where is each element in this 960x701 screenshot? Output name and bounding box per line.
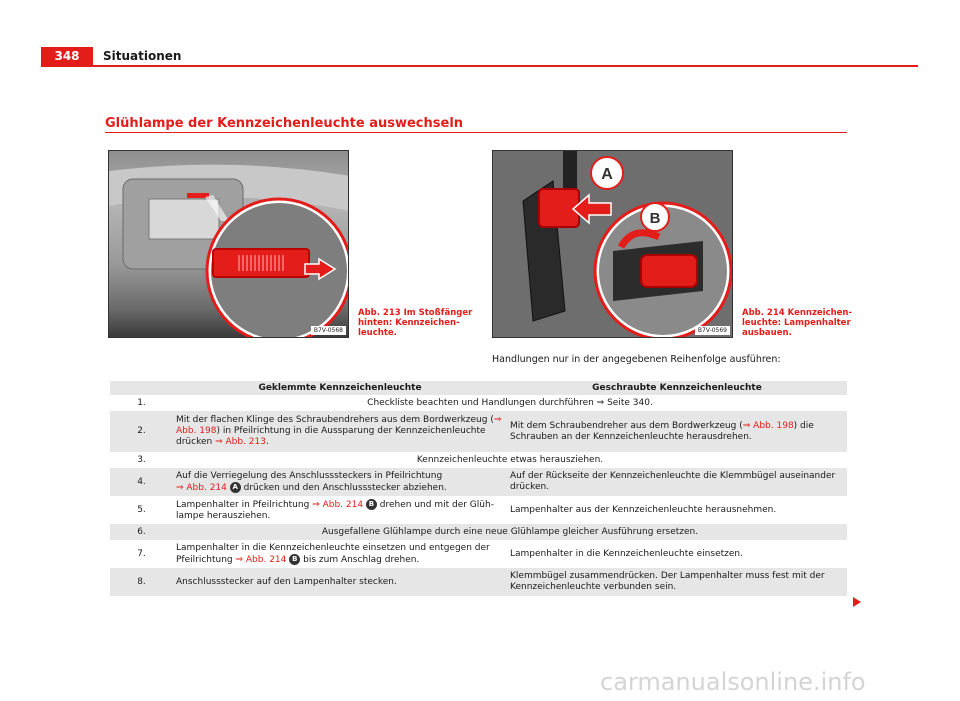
table-row	[110, 411, 847, 452]
column-header-screwed: Geschraubte Kennzeichenleuchte	[592, 382, 762, 393]
figure-link[interactable]: ⇒ Abb. 214	[235, 554, 287, 565]
step-number: 4.	[137, 476, 146, 487]
step-number: 6.	[137, 526, 146, 537]
table-header-row	[110, 381, 847, 395]
instruction-text: Handlungen nur in der angegebenen Reihenfolge ausführen:	[492, 354, 781, 365]
figure-code: B7V-0569	[695, 326, 730, 335]
step-number: 8.	[137, 576, 146, 587]
step-text-screwed: Lampenhalter aus der Kennzeichenleuchte herausnehmen.	[510, 504, 777, 515]
step-text-clipped: Mit der flachen Klinge des Schraubendrehers aus dem Bordwerkzeug (⇒ Abb. 198) in Pfeilrichtung in die Aussparung der Kennzeichenleuchte drücken ⇒ Abb. 213.	[176, 415, 502, 447]
step-text-clipped: Anschlussstecker auf den Lampenhalter stecken.	[176, 576, 397, 587]
figure-213-caption: Abb. 213 Im Stoßfänger hinten: Kennzeichenleuchte.	[358, 308, 473, 338]
step-text-screwed: Auf der Rückseite der Kennzeichenleuchte die Klemmbügel auseinander drücken.	[510, 471, 836, 492]
figure-213-image	[108, 150, 349, 338]
bumper-license-light-illustration	[109, 151, 349, 338]
figure-link[interactable]: ⇒ Abb. 214	[312, 499, 364, 510]
step-text: Ausgefallene Glühlampe durch eine neue Glühlampe gleicher Ausführung ersetzen.	[321, 526, 699, 537]
step-text-clipped: Auf die Verriegelung des Anschlusssteckers in Pfeilrichtung ⇒ Abb. 214 A drücken und den Anschlussstecker abziehen.	[176, 470, 447, 493]
section-divider	[105, 132, 847, 133]
step-text: Checkliste beachten und Handlungen durchführen ⇒ Seite 340.	[367, 397, 653, 408]
figure-link[interactable]: ⇒ Abb. 198	[742, 420, 794, 431]
figure-code: B7V-0568	[311, 326, 346, 335]
figure-link[interactable]: ⇒ Abb. 214	[176, 482, 227, 493]
callout-b: B	[649, 210, 661, 227]
callout-a-badge: A	[230, 482, 241, 493]
watermark: carmanualsonline.info	[600, 668, 866, 696]
table-row	[110, 468, 847, 496]
callout-a: A	[601, 166, 613, 183]
figure-214-caption: Abb. 214 Kennzeichenleuchte: Lampenhalter ausbauen.	[742, 308, 853, 338]
step-text-screwed: Lampenhalter in die Kennzeichenleuchte einsetzen.	[510, 548, 743, 559]
step-number: 7.	[137, 548, 146, 559]
arrow-right-icon[interactable]	[852, 596, 862, 608]
step-text-screwed: Mit dem Schraubendreher aus dem Bordwerkzeug (⇒ Abb. 198) die Schrauben an der Kennzeichenleuchte herausdrehen.	[510, 420, 814, 442]
step-text-clipped: Lampenhalter in die Kennzeichenleuchte einsetzen und entgegen der Pfeilrichtung ⇒ Abb. 214 B bis zum Anschlag drehen.	[176, 542, 490, 565]
step-number: 2.	[137, 426, 146, 436]
step-text: Kennzeichenleuchte etwas herausziehen.	[416, 454, 604, 465]
table-row	[110, 524, 847, 540]
callout-b-badge: B	[289, 554, 300, 565]
lamp-holder-removal-illustration	[493, 151, 733, 338]
table-row	[110, 540, 847, 568]
header-divider	[41, 65, 918, 67]
figure-link[interactable]: ⇒ Abb. 198	[176, 415, 502, 436]
table-row	[110, 395, 847, 411]
step-number: 3.	[137, 454, 146, 465]
figure-214-image	[492, 150, 733, 338]
step-number: 5.	[137, 504, 146, 515]
section-title: Glühlampe der Kennzeichenleuchte auswechseln	[105, 116, 464, 131]
table-row	[110, 496, 847, 524]
step-text-clipped: Lampenhalter in Pfeilrichtung ⇒ Abb. 214 B drehen und mit der Glühlampe herausziehen.	[176, 499, 494, 521]
step-number: 1.	[137, 397, 146, 408]
step-text-screwed: Klemmbügel zusammendrücken. Der Lampenhalter muss fest mit der Kennzeichenleuchte verbunden sein.	[510, 571, 825, 592]
steps-table	[110, 381, 847, 596]
table-row	[110, 452, 847, 468]
column-header-clipped: Geklemmte Kennzeichenleuchte	[258, 382, 422, 393]
table-row	[110, 568, 847, 596]
chapter-title: Situationen	[103, 49, 182, 63]
figure-link[interactable]: ⇒ Abb. 213	[215, 437, 266, 447]
page-number: 348	[41, 47, 93, 66]
callout-b-badge: B	[366, 499, 377, 510]
